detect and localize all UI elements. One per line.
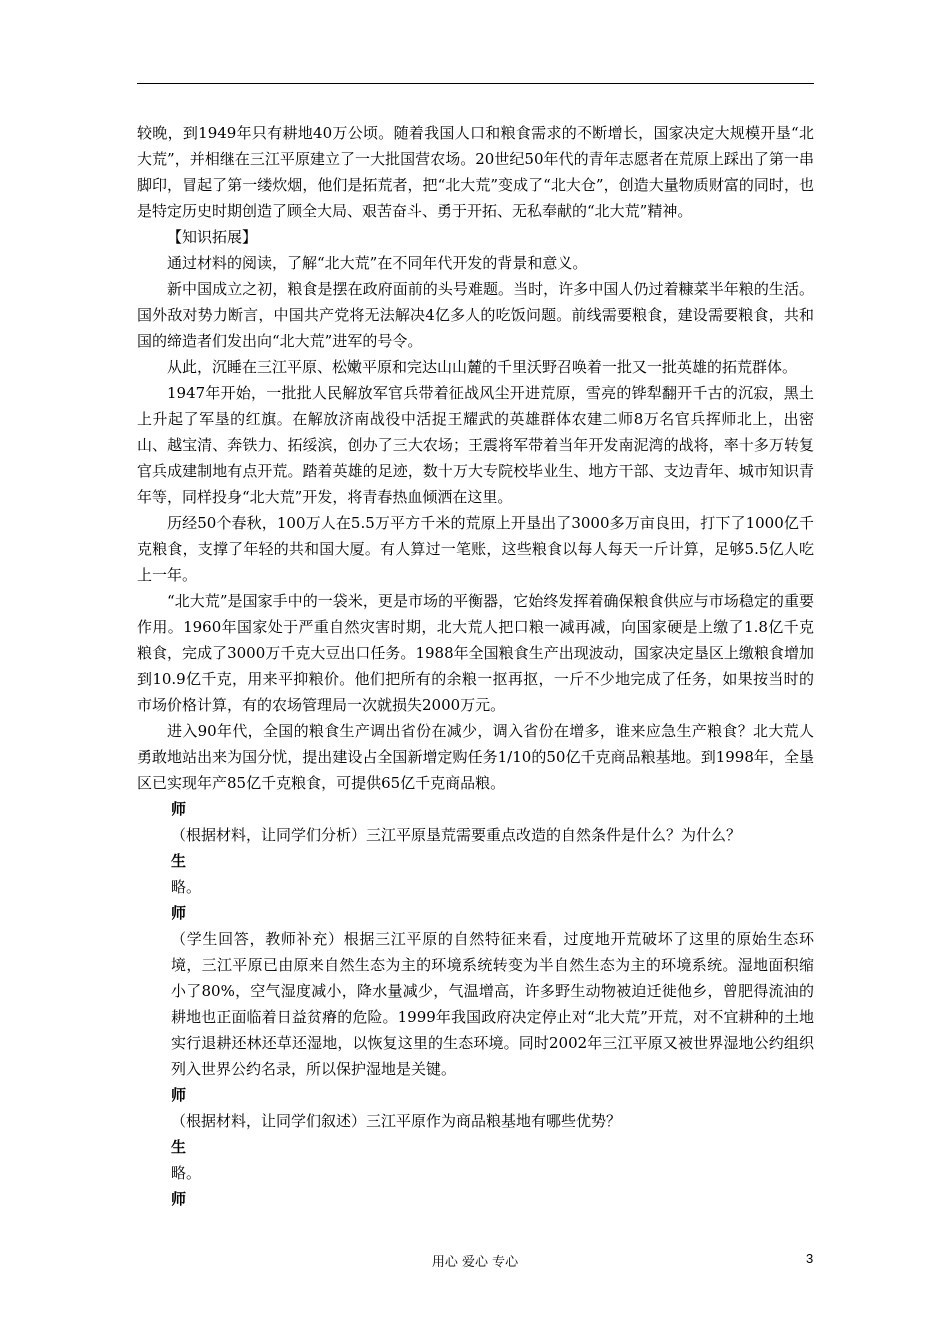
dialogue-text: （根据材料，让同学们分析）三江平原垦荒需要重点改造的自然条件是什么？为什么？ — [171, 826, 742, 844]
speaker-label-student: 生 — [171, 1138, 187, 1156]
section-heading-knowledge-extension: 【知识拓展】 — [167, 228, 258, 246]
dialogue-text: （根据材料，让同学们叙述）三江平原作为商品粮基地有哪些优势？ — [171, 1112, 622, 1130]
paragraph: 1947年开始，一批批人民解放军官兵带着征战风尘开进荒原，雪亮的铧犁翻开千古的沉寂，黑土上升起了军垦的红旗。在解放济南战役中活捉王耀武的英雄群体农建二师8万名官兵挥师北上，出密山、越宝清、奔铁力、拓绥滨，创办了三大农场；王震将军带着当年开发南泥湾的战将，率十多万转复官兵成建制地有点开荒。踏着英雄的足迹，数十万大专院校毕业生、地方干部、支边青年、城市知识青年等，同样投身“北大荒”开发，将青春热血倾洒在这里。 — [137, 384, 814, 506]
paragraph-continued: 较晚，到1949年只有耕地40万公顷。随着我国人口和粮食需求的不断增长，国家决定大规模开垦“北大荒”，并相继在三江平原建立了一大批国营农场。20世纪50年代的青年志愿者在荒原上踩出了第一串脚印，冒起了第一缕炊烟，他们是拓荒者，把“北大荒”变成了“北大仓”，创造大量物质财富的同时，也是特定历史时期创造了顾全大局、艰苦奋斗、勇于开拓、无私奉献的“北大荒”精神。 — [137, 124, 814, 220]
document-body — [137, 120, 814, 1212]
speaker-label-student: 生 — [171, 852, 187, 870]
paragraph: 进入90年代，全国的粮食生产调出省份在减少，调入省份在增多，谁来应急生产粮食？北大荒人勇敢地站出来为国分忧，提出建设占全国新增定购任务1/10的50亿千克商品粮基地。到1998年，全垦区已实现年产85亿千克粮食，可提供65亿千克商品粮。 — [137, 722, 814, 792]
speaker-label-teacher: 师 — [171, 800, 187, 818]
speaker-label-teacher: 师 — [171, 1190, 187, 1208]
speaker-label-teacher: 师 — [171, 904, 187, 922]
paragraph: 历经50个春秋，100万人在5.5万平方千米的荒原上开垦出了3000多万亩良田，打下了1000亿千克粮食，支撑了年轻的共和国大厦。有人算过一笔账，这些粮食以每人每天一斤计算，足够5.5亿人吃上一年。 — [137, 514, 814, 584]
paragraph: 通过材料的阅读，了解“北大荒”在不同年代开发的背景和意义。 — [167, 254, 588, 272]
page-number: 3 — [806, 1251, 814, 1266]
paragraph: 新中国成立之初，粮食是摆在政府面前的头号难题。当时，许多中国人仍过着糠菜半年粮的生活。国外敌对势力断言，中国共产党将无法解决4亿多人的吃饭问题。前线需要粮食，建设需要粮食，共和国的缔造者们发出向“北大荒”进军的号令。 — [137, 280, 814, 350]
paragraph: 从此，沉睡在三江平原、松嫩平原和完达山山麓的千里沃野召唤着一批又一批英雄的拓荒群体。 — [167, 358, 798, 376]
dialogue-text: （学生回答，教师补充）根据三江平原的自然特征来看，过度地开荒破坏了这里的原始生态环境，三江平原已由原来自然生态为主的环境系统转变为半自然生态为主的环境系统。湿地面积缩小了80%，空气湿度减小，降水量减少，气温增高，许多野生动物被迫迁徙他乡，曾肥得流油的耕地也正面临着日益贫瘠的危险。1999年我国政府决定停止对“北大荒”开荒，对不宜耕种的土地实行退耕还林还草还湿地，以恢复这里的生态环境。同时2002年三江平原又被世界湿地公约组织列入世界公约名录，所以保护湿地是关键。 — [171, 930, 814, 1078]
dialogue-text: 略。 — [171, 1164, 202, 1182]
paragraph: “北大荒”是国家手中的一袋米，更是市场的平衡器，它始终发挥着确保粮食供应与市场稳定的重要作用。1960年国家处于严重自然灾害时期，北大荒人把口粮一减再减，向国家硬是上缴了1.8亿千克粮食，完成了3000万千克大豆出口任务。1988年全国粮食生产出现波动，国家决定垦区上缴粮食增加到10.9亿千克，用来平抑粮价。他们把所有的余粮一抠再抠，一斤不少地完成了任务，如果按当时的市场价格计算，有的农场管理局一次就损失2000万元。 — [137, 592, 814, 714]
footer-slogan: 用心 爱心 专心 — [431, 1255, 519, 1270]
dialogue-text: 略。 — [171, 878, 202, 896]
header-rule — [137, 83, 814, 84]
speaker-label-teacher: 师 — [171, 1086, 187, 1104]
